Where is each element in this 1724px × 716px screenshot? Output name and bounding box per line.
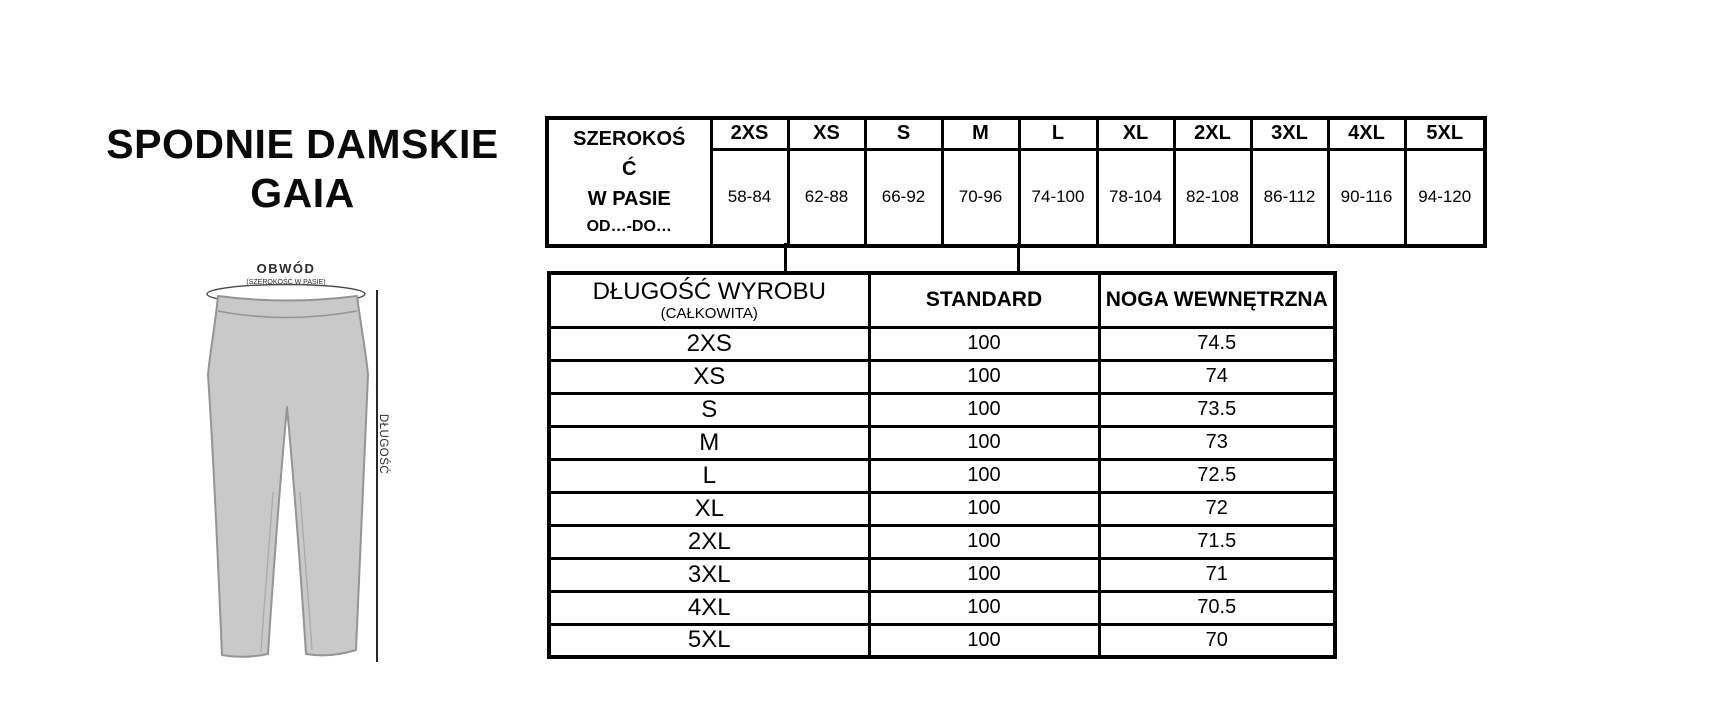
waist-size-table — [545, 116, 1487, 248]
row-size-label: L — [549, 459, 869, 492]
size-header: XS — [788, 118, 865, 149]
inner-leg-value: 72.5 — [1099, 459, 1335, 492]
table-row — [549, 360, 1335, 393]
table-row — [549, 393, 1335, 426]
waist-range-cell: 70-96 — [942, 149, 1019, 246]
row-size-label: 4XL — [549, 591, 869, 624]
size-header: 3XL — [1251, 118, 1328, 149]
standard-column-header: STANDARD — [869, 273, 1099, 327]
inner-leg-value: 74.5 — [1099, 327, 1335, 360]
standard-value: 100 — [869, 492, 1099, 525]
waist-range-cell: 86-112 — [1251, 149, 1328, 246]
table-row — [549, 591, 1335, 624]
standard-value: 100 — [869, 426, 1099, 459]
size-header: L — [1019, 118, 1097, 149]
size-header: M — [942, 118, 1019, 149]
page-title-line1: SPODNIE DAMSKIE — [106, 121, 499, 167]
inner-leg-value: 73.5 — [1099, 393, 1335, 426]
row-size-label: 2XS — [549, 327, 869, 360]
table-row — [549, 624, 1335, 657]
size-header: 5XL — [1405, 118, 1485, 149]
length-table — [547, 271, 1337, 659]
size-header: S — [865, 118, 942, 149]
standard-value: 100 — [869, 327, 1099, 360]
length-header-line1: DŁUGOŚĆ WYROBU — [592, 277, 826, 305]
row-size-label: 2XL — [549, 525, 869, 558]
standard-value: 100 — [869, 558, 1099, 591]
pants-shape — [208, 296, 368, 657]
table-row — [549, 492, 1335, 525]
row-size-label: XL — [549, 492, 869, 525]
waist-range-cell: 62-88 — [788, 149, 865, 246]
table-row — [549, 327, 1335, 360]
standard-value: 100 — [869, 393, 1099, 426]
waist-header-line2: Ć — [622, 158, 637, 180]
row-size-label: S — [549, 393, 869, 426]
inner-leg-value: 70 — [1099, 624, 1335, 657]
waist-circumference-label: OBWÓD — [256, 261, 316, 276]
waist-range-cell: 58-84 — [711, 149, 788, 246]
inner-leg-value: 70.5 — [1099, 591, 1335, 624]
inner-leg-value: 73 — [1099, 426, 1335, 459]
table-row — [549, 459, 1335, 492]
waist-range-cell: 66-92 — [865, 149, 942, 246]
row-size-label: 3XL — [549, 558, 869, 591]
standard-value: 100 — [869, 459, 1099, 492]
row-size-label: XS — [549, 360, 869, 393]
page-title-line2: GAIA — [250, 170, 355, 216]
waist-range-cell: 94-120 — [1405, 149, 1485, 246]
waist-range-cell: 90-116 — [1328, 149, 1405, 246]
row-size-label: M — [549, 426, 869, 459]
inner-leg-value: 72 — [1099, 492, 1335, 525]
length-header-line2: (CAŁKOWITA) — [660, 304, 758, 322]
waist-header-line1: SZEROKOŚ — [573, 128, 686, 150]
waist-circumference-sublabel: (SZEROKOŚĆ W PASIE) — [246, 279, 326, 286]
standard-value: 100 — [869, 360, 1099, 393]
page-title — [40, 120, 565, 218]
waist-header-line4: OD…-DO… — [586, 218, 672, 235]
waist-range-cell: 82-108 — [1174, 149, 1251, 246]
waist-table-header-cell — [547, 118, 711, 246]
standard-value: 100 — [869, 525, 1099, 558]
length-label: DŁUGOŚĆ — [377, 413, 389, 475]
pants-illustration — [160, 232, 400, 666]
size-header: 2XL — [1174, 118, 1251, 149]
waist-range-cell: 74-100 — [1019, 149, 1097, 246]
standard-value: 100 — [869, 624, 1099, 657]
size-header: 2XS — [711, 118, 788, 149]
standard-value: 100 — [869, 591, 1099, 624]
inner-leg-column-header: NOGA WEWNĘTRZNA — [1099, 273, 1335, 327]
size-header: XL — [1097, 118, 1174, 149]
size-header: 4XL — [1328, 118, 1405, 149]
table-row — [549, 558, 1335, 591]
row-size-label: 5XL — [549, 624, 869, 657]
inner-leg-value: 71.5 — [1099, 525, 1335, 558]
waist-range-cell: 78-104 — [1097, 149, 1174, 246]
waist-header-line3: W PASIE — [587, 188, 671, 210]
table-row — [549, 426, 1335, 459]
length-table-header-cell — [549, 273, 869, 327]
inner-leg-value: 74 — [1099, 360, 1335, 393]
inner-leg-value: 71 — [1099, 558, 1335, 591]
table-row — [549, 525, 1335, 558]
